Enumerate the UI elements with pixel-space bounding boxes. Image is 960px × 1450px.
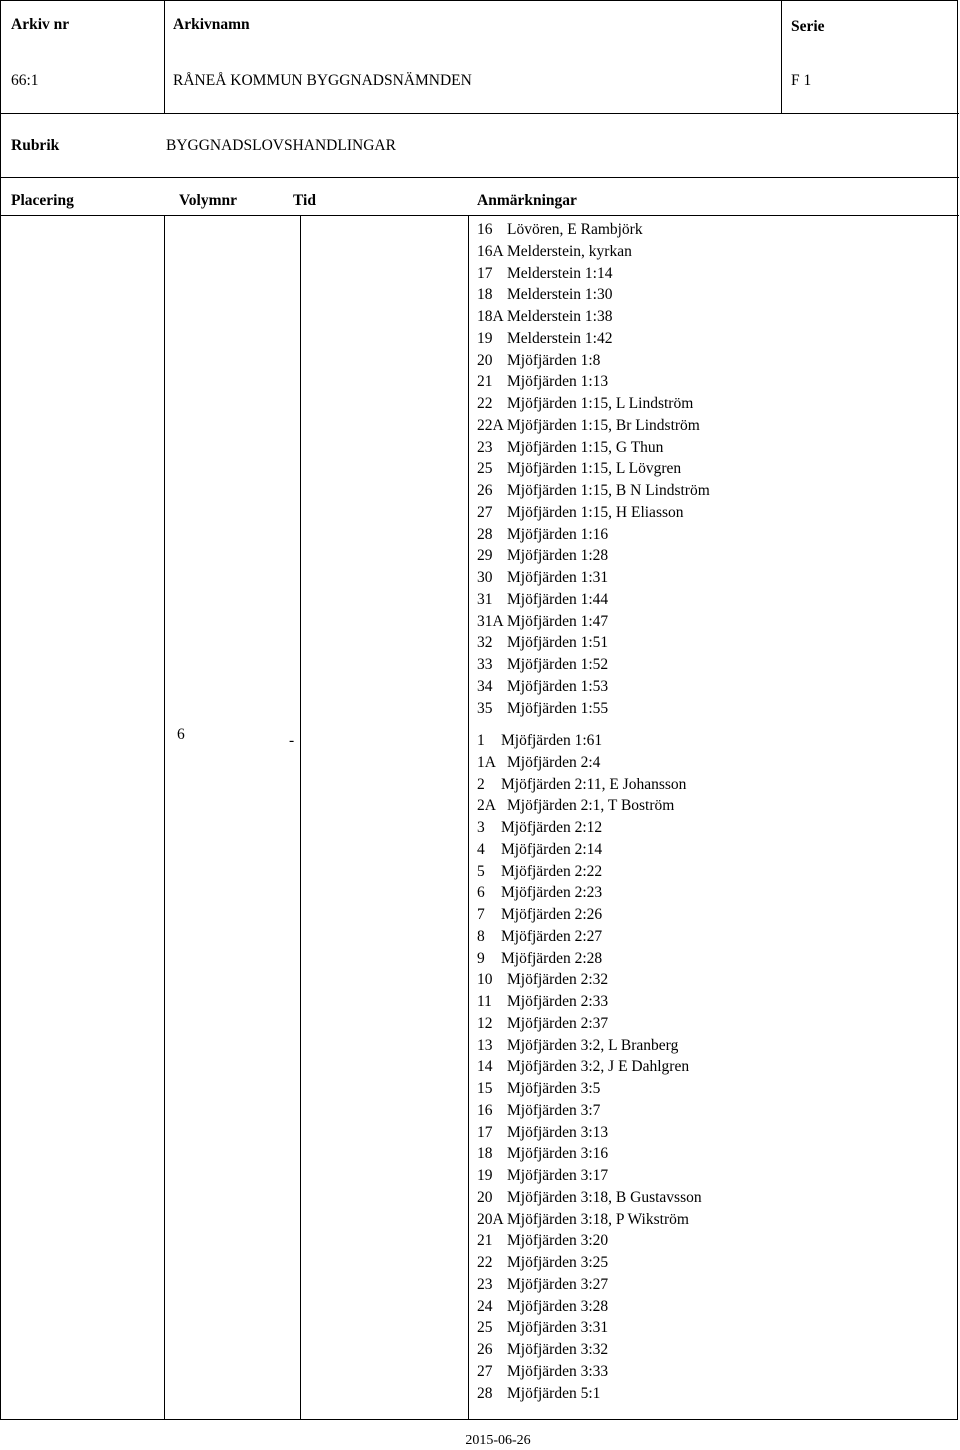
entry-number: 7 xyxy=(477,906,485,923)
entry-text: Mjöfjärden 3:7 xyxy=(507,1101,601,1119)
entry-text: Mjöfjärden 1:15, Br Lindström xyxy=(507,416,700,434)
entry-number: 16A xyxy=(477,242,504,260)
list-item xyxy=(477,415,710,437)
list-item xyxy=(477,567,710,589)
list-item xyxy=(477,1013,702,1035)
divider xyxy=(164,1,165,113)
entry-text: Mjöfjärden 2:37 xyxy=(507,1014,609,1032)
list-item xyxy=(477,350,710,372)
entry-text: Mjöfjärden 2:26 xyxy=(501,906,603,923)
list-item xyxy=(477,219,710,241)
entry-text: Mjöfjärden 1:15, L Lövgren xyxy=(507,460,682,478)
list-item xyxy=(477,1035,702,1057)
entry-number: 18A xyxy=(477,308,504,325)
entry-text: Mjöfjärden 3:32 xyxy=(507,1341,609,1358)
list-item xyxy=(477,948,702,970)
entry-text: Mjöfjärden 3:5 xyxy=(507,1080,601,1097)
entry-text: Melderstein 1:38 xyxy=(507,308,613,325)
entry-text: Mjöfjärden 3:25 xyxy=(507,1254,609,1271)
entry-number: 16 xyxy=(477,221,493,238)
entry-number: 11 xyxy=(477,993,492,1010)
list-item xyxy=(477,371,710,393)
list-item xyxy=(477,730,702,752)
divider xyxy=(1,113,959,114)
list-item xyxy=(477,1078,702,1100)
list-item xyxy=(477,882,702,904)
entry-number: 27 xyxy=(477,1362,493,1380)
entry-text: Mjöfjärden 3:27 xyxy=(507,1275,609,1293)
entry-number: 20 xyxy=(477,351,493,369)
list-item xyxy=(477,969,702,991)
entry-number: 26 xyxy=(477,1341,493,1358)
entry-number: 29 xyxy=(477,547,493,565)
entry-text: Mjöfjärden 1:31 xyxy=(507,569,609,586)
divider xyxy=(468,215,469,1420)
list-item xyxy=(477,502,710,524)
list-item xyxy=(477,480,710,502)
entry-text: Mjöfjärden 1:53 xyxy=(507,677,609,695)
serie-label: Serie xyxy=(791,18,825,35)
list-item xyxy=(477,795,702,817)
entry-text: Mjöfjärden 1:15, L Lindström xyxy=(507,395,694,412)
rubrik-value: BYGGNADSLOVSHANDLINGAR xyxy=(166,137,396,154)
entry-text: Mjöfjärden 3:18, P Wikström xyxy=(507,1210,689,1228)
entry-number: 14 xyxy=(477,1058,493,1076)
entry-text: Mjöfjärden 3:13 xyxy=(507,1123,609,1141)
entry-text: Mjöfjärden 1:47 xyxy=(507,612,609,630)
entry-number: 27 xyxy=(477,503,493,521)
entry-number: 15 xyxy=(477,1080,493,1097)
entry-text: Mjöfjärden 1:15, B N Lindström xyxy=(507,482,710,499)
notes-list xyxy=(477,730,702,1404)
entry-number: 32 xyxy=(477,634,493,652)
entry-text: Mjöfjärden 1:15, H Eliasson xyxy=(507,503,684,521)
volymnr-label: Volymnr xyxy=(179,192,237,209)
entry-number: 22 xyxy=(477,1254,493,1271)
entry-number: 16 xyxy=(477,1101,493,1119)
list-item xyxy=(477,904,702,926)
entry-number: 34 xyxy=(477,677,493,695)
entry-number: 35 xyxy=(477,699,493,717)
list-item xyxy=(477,839,702,861)
entry-text: Mjöfjärden 3:17 xyxy=(507,1167,609,1184)
list-item xyxy=(477,284,710,306)
list-item xyxy=(477,1274,702,1296)
entry-number: 1 xyxy=(477,732,485,749)
entry-number: 9 xyxy=(477,949,485,967)
entry-number: 19 xyxy=(477,329,493,347)
entry-text: Mjöfjärden 2:12 xyxy=(501,819,603,836)
list-item xyxy=(477,437,710,459)
list-item xyxy=(477,1230,702,1252)
list-item xyxy=(477,1165,702,1187)
anmarkningar-label: Anmärkningar xyxy=(477,192,577,209)
list-item xyxy=(477,1056,702,1078)
divider xyxy=(1,177,959,178)
entry-text: Mjöfjärden 1:13 xyxy=(507,373,609,391)
entry-number: 23 xyxy=(477,1275,493,1293)
divider xyxy=(164,215,165,1420)
divider xyxy=(781,1,782,113)
entry-text: Mjöfjärden 2:14 xyxy=(501,840,603,858)
serie-value: F 1 xyxy=(791,72,812,89)
entry-text: Mjöfjärden 3:2, J E Dahlgren xyxy=(507,1058,690,1076)
entry-number: 30 xyxy=(477,569,493,586)
list-item xyxy=(477,1122,702,1144)
list-item xyxy=(477,1361,702,1383)
list-item xyxy=(477,1187,702,1209)
entry-text: Mjöfjärden 3:16 xyxy=(507,1145,609,1163)
entry-number: 25 xyxy=(477,1319,493,1337)
entry-text: Mjöfjärden 2:1, T Boström xyxy=(507,797,675,815)
notes-list xyxy=(477,219,710,719)
divider xyxy=(300,215,301,1420)
list-item xyxy=(477,524,710,546)
entry-text: Mjöfjärden 2:32 xyxy=(507,971,609,989)
entry-number: 5 xyxy=(477,862,485,880)
entry-text: Mjöfjärden 1:16 xyxy=(507,525,609,543)
entry-text: Melderstein 1:14 xyxy=(507,264,613,282)
rubrik-label: Rubrik xyxy=(11,137,60,154)
entry-number: 2A xyxy=(477,797,496,815)
entry-number: 6 xyxy=(477,884,485,902)
entry-number: 17 xyxy=(477,264,493,282)
entry-number: 24 xyxy=(477,1297,493,1315)
list-item xyxy=(477,632,710,654)
entry-text: Mjöfjärden 3:2, L Branberg xyxy=(507,1036,679,1054)
entry-text: Mjöfjärden 3:33 xyxy=(507,1362,609,1380)
entry-text: Mjöfjärden 1:61 xyxy=(501,732,603,749)
entry-text: Lövören, E Rambjörk xyxy=(507,221,643,238)
entry-number: 3 xyxy=(477,819,485,836)
entry-text: Mjöfjärden 1:51 xyxy=(507,634,609,652)
entry-number: 18 xyxy=(477,286,493,304)
list-item xyxy=(477,676,710,698)
list-item xyxy=(477,611,710,633)
entry-number: 31 xyxy=(477,590,493,608)
entry-text: Mjöfjärden 1:8 xyxy=(507,351,601,369)
entry-number: 22A xyxy=(477,416,504,434)
entry-number: 8 xyxy=(477,927,485,945)
list-item xyxy=(477,1209,702,1231)
entry-number: 20 xyxy=(477,1188,493,1206)
entry-number: 17 xyxy=(477,1123,493,1141)
entry-number: 25 xyxy=(477,460,493,478)
entry-text: Mjöfjärden 3:20 xyxy=(507,1232,609,1250)
entry-text: Mjöfjärden 1:28 xyxy=(507,547,609,565)
placering-label: Placering xyxy=(11,192,74,209)
entry-text: Melderstein, kyrkan xyxy=(507,242,632,260)
arkivnr-label: Arkiv nr xyxy=(11,16,70,33)
entry-number: 26 xyxy=(477,482,493,499)
entry-number: 13 xyxy=(477,1036,493,1054)
entry-number: 4 xyxy=(477,840,485,858)
entry-number: 33 xyxy=(477,656,493,673)
entry-text: Mjöfjärden 5:1 xyxy=(507,1384,601,1402)
list-item xyxy=(477,458,710,480)
entry-number: 10 xyxy=(477,971,493,989)
list-item xyxy=(477,306,710,328)
entry-number: 20A xyxy=(477,1210,504,1228)
list-item xyxy=(477,774,702,796)
entry-text: Melderstein 1:42 xyxy=(507,329,613,347)
entry-text: Mjöfjärden 2:4 xyxy=(507,753,601,771)
divider xyxy=(1,215,959,216)
volymnr-value: 6 xyxy=(177,726,185,743)
entry-number: 21 xyxy=(477,1232,493,1250)
entry-text: Mjöfjärden 2:33 xyxy=(507,993,609,1010)
entry-text: Mjöfjärden 3:28 xyxy=(507,1297,609,1315)
arkivnr-value: 66:1 xyxy=(11,72,39,89)
list-item xyxy=(477,926,702,948)
entry-text: Mjöfjärden 1:52 xyxy=(507,656,609,673)
tid-value: - xyxy=(289,732,295,749)
entry-text: Mjöfjärden 2:22 xyxy=(501,862,603,880)
list-item xyxy=(477,991,702,1013)
list-item xyxy=(477,1339,702,1361)
list-item xyxy=(477,698,710,720)
entry-text: Mjöfjärden 2:23 xyxy=(501,884,603,902)
list-item xyxy=(477,1143,702,1165)
entry-text: Melderstein 1:30 xyxy=(507,286,613,304)
entry-number: 31A xyxy=(477,612,504,630)
print-date: 2015-06-26 xyxy=(465,1433,531,1448)
list-item xyxy=(477,545,710,567)
entry-number: 22 xyxy=(477,395,493,412)
list-item xyxy=(477,263,710,285)
entry-text: Mjöfjärden 2:27 xyxy=(501,927,603,945)
list-item xyxy=(477,1100,702,1122)
entry-text: Mjöfjärden 2:28 xyxy=(501,949,603,967)
entry-text: Mjöfjärden 2:11, E Johansson xyxy=(501,775,687,793)
entry-number: 2 xyxy=(477,775,485,793)
list-item xyxy=(477,589,710,611)
entry-number: 1A xyxy=(477,753,496,771)
list-item xyxy=(477,861,702,883)
list-item xyxy=(477,817,702,839)
entry-number: 28 xyxy=(477,525,493,543)
arkivnamn-label: Arkivnamn xyxy=(173,16,250,33)
list-item xyxy=(477,1317,702,1339)
list-item xyxy=(477,328,710,350)
entry-number: 21 xyxy=(477,373,493,391)
entry-number: 23 xyxy=(477,438,493,456)
entry-number: 18 xyxy=(477,1145,493,1163)
list-item xyxy=(477,1296,702,1318)
list-item xyxy=(477,752,702,774)
entry-text: Mjöfjärden 3:31 xyxy=(507,1319,609,1337)
entry-text: Mjöfjärden 3:18, B Gustavsson xyxy=(507,1188,702,1206)
tid-label: Tid xyxy=(293,192,316,209)
list-item xyxy=(477,393,710,415)
entry-number: 28 xyxy=(477,1384,493,1402)
list-item xyxy=(477,1252,702,1274)
entry-text: Mjöfjärden 1:55 xyxy=(507,699,609,717)
list-item xyxy=(477,241,710,263)
entry-number: 12 xyxy=(477,1014,493,1032)
footer xyxy=(0,1432,960,1450)
entry-number: 19 xyxy=(477,1167,493,1184)
entry-text: Mjöfjärden 1:44 xyxy=(507,590,609,608)
list-item xyxy=(477,1383,702,1405)
arkivnamn-value: RÅNEÅ KOMMUN BYGGNADSNÄMNDEN xyxy=(173,72,472,89)
list-item xyxy=(477,654,710,676)
entry-text: Mjöfjärden 1:15, G Thun xyxy=(507,438,664,456)
